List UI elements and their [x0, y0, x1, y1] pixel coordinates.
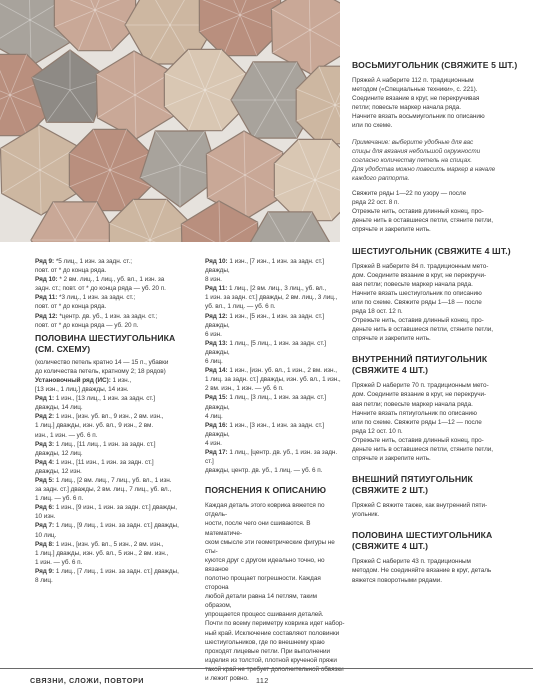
half-hexagon-text	[352, 557, 520, 584]
row-instruction: повт. от * до конца ряда.	[35, 267, 107, 275]
note-line: Для удобства можно повесить маркер в начале	[352, 165, 496, 173]
pattern-row-line	[35, 449, 195, 458]
pattern-row-line	[205, 284, 345, 293]
row-label: Ряд 15:	[205, 394, 228, 402]
text-line: или по схеме. Свяжите ряды 1—12 — после	[352, 418, 482, 426]
page-footer	[0, 668, 533, 688]
pattern-row-line	[205, 384, 345, 393]
row-instruction: (количество петель кратно 14 — 15 п., убавки	[35, 358, 169, 366]
text-line: проходят лицевые петли. При выполнении	[205, 647, 331, 655]
row-instruction: *5 лиц., 1 изн. за задн. ст.;	[54, 258, 132, 265]
pattern-row-line	[35, 412, 195, 421]
row-label: Ряд 9:	[35, 567, 55, 575]
row-instruction: 1 изн., [5 изн., 1 изн. за задн. ст.] дважды,	[205, 312, 325, 329]
text-line: Каждая деталь этого коврика вяжется по отдель-	[205, 502, 325, 519]
pattern-row-line	[35, 458, 195, 467]
text-line: изделия из толстой, плотной крученой пряжи	[205, 656, 337, 664]
text-line: куются друг с другом идеально точно, но вязаное	[205, 556, 325, 573]
row-label: Ряд 9:	[35, 258, 55, 265]
text-line: спрячьте и закрепите нить.	[352, 226, 431, 234]
row-label: Ряд 5:	[35, 476, 55, 484]
section-heading-octagon: ВОСЬМИУГОЛЬНИК (СВЯЖИТЕ 5 ШТ.)	[352, 60, 518, 70]
pattern-row-line	[205, 393, 345, 411]
text-line: Соедините вязание в круг, не перекручивая	[352, 95, 480, 103]
octagon-finish-text	[352, 189, 520, 234]
row-instruction: за задн. ст.] дважды, 2 вм. лиц., 7 лиц., уб. вл.,	[35, 486, 172, 494]
text-line: Свяжите ряды 1—22 по узору — после	[352, 190, 467, 198]
text-line: полотно прощает погрешности. Каждая сторона	[205, 575, 321, 592]
row-instruction: 4 изн.	[205, 439, 222, 447]
pattern-row-line	[205, 275, 345, 284]
text-line: Начните вязать шестиугольник по описанию	[352, 289, 482, 297]
text-line: вая петли; повесьте маркер начала ряда.	[352, 280, 473, 288]
pattern-row-line	[35, 266, 195, 275]
pattern-row-line	[35, 512, 195, 521]
section-heading-hexagon: ШЕСТИУГОЛЬНИК (СВЯЖИТЕ 4 ШТ.)	[352, 245, 511, 256]
text-line: такой край не требует дополнительной обвязки	[205, 665, 344, 673]
row-instruction: дважды, 12 лиц.	[35, 449, 83, 457]
row-instruction: 1 лиц., [9 лиц., 1 изн. за задн. ст.] дважды,	[54, 522, 179, 530]
knitted-rug-photo	[0, 0, 340, 242]
pattern-row-line	[35, 549, 195, 558]
row-instruction: 6 лиц.	[205, 358, 223, 366]
row-instruction: повт. от * до конца ряда.	[35, 303, 107, 311]
pattern-row-line	[35, 431, 195, 440]
pattern-row-line	[35, 467, 195, 476]
section-heading-half-hexagon: ПОЛОВИНА ШЕСТИУГОЛЬНИКА (СВЯЖИТЕ 4 ШТ.)	[352, 530, 493, 552]
row-instruction: 1 лиц., [3 лиц., 1 изн. за задн. ст.] дважды,	[205, 394, 326, 411]
row-instruction: 10 лиц.	[35, 531, 57, 539]
pattern-row-line	[205, 448, 345, 466]
row-label: Ряд 1:	[35, 395, 55, 403]
row-instruction: 1 изн.,	[110, 376, 132, 384]
row-instruction: 1 изн., [9 изн., 1 изн. за задн. ст.] дважды,	[54, 504, 177, 512]
note-line: спицы для вязания небольшой окружности	[352, 147, 481, 155]
column-right	[352, 60, 520, 585]
pattern-row-line	[35, 257, 195, 266]
pattern-row-line	[35, 302, 195, 311]
pattern-row-line	[205, 293, 345, 302]
text-line: деньте нить в оставшиеся петли, стяните петли,	[352, 217, 494, 225]
pattern-row-line	[35, 558, 195, 567]
pattern-row-line	[205, 339, 345, 357]
pattern-row-line	[205, 330, 345, 339]
text-line: петли; повесьте маркер начала ряда.	[352, 104, 461, 112]
pattern-row-line	[35, 421, 195, 430]
row-instruction: [13 изн., 1 лиц.] дважды, 14 изн.	[35, 386, 129, 394]
row-label: Ряд 12:	[205, 312, 228, 320]
row-instruction: до количества петель, кратному 2; 18 рядов)	[35, 367, 166, 375]
row-instruction: 1 лиц. за задн. ст.] дважды, изн. уб. вл., 1 изн.,	[205, 376, 341, 384]
text-line: вяжется поворотными рядами.	[352, 576, 442, 584]
text-line: ряда 22 ост. 8 п.	[352, 199, 400, 207]
octagon-text	[352, 76, 520, 131]
row-instruction: дважды, 12 изн.	[35, 467, 82, 475]
hexagon-text	[352, 262, 520, 344]
row-instruction: 1 лиц., [2 вм. лиц., 3 лиц., уб. вл.,	[227, 285, 327, 293]
text-line: вая петли; повесьте маркер начала ряда.	[352, 400, 473, 408]
pattern-row-line	[205, 412, 345, 421]
pattern-row-line	[205, 357, 345, 366]
row-label: Ряд 17:	[205, 448, 228, 456]
row-instruction: 10 изн.	[35, 513, 56, 521]
text-line: ности, после чего они сшиваются. В математиче-	[205, 520, 311, 537]
row-label: Ряд 3:	[35, 440, 55, 448]
row-instruction: 1 лиц. — уб. 6 п.	[35, 495, 84, 503]
text-line: спрячьте и закрепите нить.	[352, 335, 431, 343]
pattern-row-line	[35, 440, 195, 449]
text-line: Начните вязать пятиугольник по описанию	[352, 409, 477, 417]
text-line: упрощается процесс сшивания деталей.	[205, 611, 324, 619]
row-instruction: *центр. дв. уб., 1 изн. за задн. ст.;	[57, 312, 158, 320]
row-instruction: 1 изн., [11 изн., 1 изн. за задн. ст.]	[54, 458, 154, 466]
note-text	[352, 138, 520, 183]
pattern-row-line	[205, 439, 345, 448]
row-instruction: 1 изн., [изн. уб. вл., 5 изн., 2 вм. изн.,	[54, 540, 164, 548]
row-instruction: 2 вм. изн., 1 изн. — уб. 6 п.	[205, 385, 284, 393]
column-middle	[205, 257, 345, 683]
pattern-row-line	[205, 466, 345, 475]
row-instruction: 6 изн.	[205, 330, 222, 338]
pattern-row-line	[35, 394, 195, 403]
pattern-row-line	[35, 540, 195, 549]
text-line: Пряжей С наберите 43 п. традиционным	[352, 558, 471, 566]
rows-10-17-block	[205, 257, 345, 475]
pattern-row-line	[35, 367, 195, 376]
inner-pentagon-text	[352, 381, 520, 463]
text-line: ный край. Исключение составляют половинки	[205, 629, 340, 637]
pattern-row-line	[205, 312, 345, 330]
text-line: или по схеме.	[352, 122, 393, 130]
row-instruction: 4 лиц.	[205, 412, 223, 420]
row-instruction: 1 изн., [7 изн., 1 изн. за задн. ст.] дважды,	[205, 258, 325, 275]
text-line: дом. Соедините вязание в круг, не перекручи-	[352, 391, 487, 399]
note-line: каждого раппорта.	[352, 174, 410, 182]
page-number: 112	[256, 676, 269, 685]
row-instruction: дважды, центр. дв. уб., 1 лиц. — уб. 6 п.	[205, 467, 323, 475]
row-instruction: дважды, 14 лиц.	[35, 404, 83, 412]
text-line: Отрежьте нить, оставив длинный конец, про-	[352, 208, 484, 216]
row-instruction: 1 лиц.] дважды, изн. уб. вл., 5 изн., 2 вм. изн.,	[35, 549, 169, 557]
row-label: Ряд 2:	[35, 413, 55, 421]
text-line: любой детали равна 14 петлям, таким образом,	[205, 593, 318, 610]
text-line: дом. Соедините вязание в круг, не перекручи-	[352, 271, 487, 279]
row-label: Ряд 14:	[205, 367, 228, 375]
row-instruction: *3 лиц., 1 изн. за задн. ст.;	[57, 294, 136, 302]
pattern-row-line	[35, 403, 195, 412]
pattern-row-line	[35, 503, 195, 512]
text-line: Отрежьте нить, оставив длинный конец, про-	[352, 317, 484, 325]
notes-text	[205, 501, 345, 683]
section-heading-outer-pentagon: ВНЕШНИЙ ПЯТИУГОЛЬНИК (СВЯЖИТЕ 2 ШТ.)	[352, 474, 473, 496]
row-instruction: 8 изн.	[205, 276, 222, 284]
pattern-row-line	[35, 567, 195, 576]
pattern-row-line	[35, 476, 195, 485]
row-label: Ряд 11:	[35, 294, 58, 302]
text-line: деньте нить в оставшиеся петли, стяните петли,	[352, 446, 494, 453]
text-line: Начните вязать восьмиугольник по описанию	[352, 113, 485, 121]
row-instruction: уб. вл., 1 лиц. — уб. 6 п.	[205, 303, 276, 311]
text-line: методом («Специальные техники», с. 221).	[352, 86, 478, 94]
text-line: Пряжей В наберите 84 п. традиционным мето-	[352, 262, 489, 270]
row-instruction: изн., 1 изн. — уб. 6 п.	[35, 431, 98, 439]
note-line: согласно количеству петель на спицах.	[352, 156, 472, 164]
outer-pentagon-text	[352, 501, 520, 519]
row-label: Ряд 4:	[35, 458, 55, 466]
row-instruction: 1 лиц., [центр. дв. уб., 1 изн. за задн. ст.]	[205, 448, 338, 466]
section-heading-half-hexagon-chart: ПОЛОВИНА ШЕСТИУГОЛЬНИКА (СМ. СХЕМУ)	[35, 332, 176, 354]
row-label: Ряд 11:	[205, 285, 228, 293]
pattern-row-line	[35, 521, 195, 530]
text-line: или по схеме. Свяжите ряды 1—18 — после	[352, 298, 482, 306]
footer-book-title: СВЯЗНИ, СЛОЖИ, ПОВТОРИ	[30, 676, 145, 685]
knitted-rug-image	[0, 0, 340, 242]
text-line: Отрежьте нить, оставив длинный конец, про-	[352, 436, 484, 444]
row-instruction: 1 лиц., [5 лиц., 1 изн. за задн. ст.] дважды,	[205, 339, 326, 356]
row-instruction: 1 изн. — уб. 6 п.	[35, 558, 83, 566]
text-line: Пряжей А наберите 112 п. традиционным	[352, 77, 474, 84]
row-instruction: повт. от * до конца ряда — уб. 20 п.	[35, 321, 139, 329]
row-label: Ряд 6:	[35, 504, 55, 512]
text-line: шестиугольников, где по внешнему краю	[205, 638, 325, 646]
pattern-row-line	[35, 284, 195, 293]
pattern-row-line	[35, 576, 195, 585]
row-label: Ряд 7:	[35, 522, 55, 530]
rows-9-12-block	[35, 257, 195, 330]
row-instruction: 1 изн., [изн. уб. вл., 1 изн., 2 вм. изн.,	[227, 367, 337, 375]
pattern-row-line	[35, 275, 195, 284]
row-instruction: 1 лиц., [11 лиц., 1 изн. за задн. ст.]	[54, 440, 156, 448]
row-label: Ряд 13:	[205, 339, 228, 347]
row-label: Установочный ряд (ИС):	[35, 376, 111, 384]
pattern-row-line	[205, 366, 345, 375]
text-line: ряда 12 ост. 10 п.	[352, 427, 403, 435]
pattern-row-line	[35, 485, 195, 494]
text-line: Пряжей D наберите 70 п. традиционным мето-	[352, 382, 489, 390]
text-line: ряда 18 ост. 12 п.	[352, 307, 403, 315]
half-hexagon-rows-block	[35, 358, 195, 585]
row-instruction: 1 лиц., [7 лиц., 1 изн. за задн. ст.] дважды,	[54, 567, 179, 575]
row-label: Ряд 10:	[205, 258, 228, 265]
column-left	[35, 257, 195, 585]
pattern-row-line	[35, 385, 195, 394]
pattern-row-line	[35, 494, 195, 503]
section-heading-notes: ПОЯСНЕНИЯ К ОПИСАНИЮ	[205, 485, 327, 496]
pattern-row-line	[205, 302, 345, 311]
row-instruction: 1 лиц.] дважды, изн. уб. вл., 9 изн., 2 вм.	[35, 422, 154, 430]
text-line: угольник.	[352, 511, 380, 519]
row-instruction: 8 лиц.	[35, 577, 53, 584]
pattern-row-line	[205, 421, 345, 439]
row-instruction: * 2 вм. лиц., 1 лиц., уб. вл., 1 изн. за	[57, 276, 165, 284]
note-line: Примечание: выберите удобные для вас	[352, 138, 474, 146]
row-label: Ряд 8:	[35, 540, 55, 548]
pattern-row-line	[35, 321, 195, 330]
text-line: Почти по всему периметру коврика идет набор-	[205, 620, 345, 628]
row-label: Ряд 16:	[205, 421, 228, 429]
row-label: Ряд 12:	[35, 312, 58, 320]
section-heading-inner-pentagon: ВНУТРЕННИЙ ПЯТИУГОЛЬНИК (СВЯЖИТЕ 4 ШТ.)	[352, 354, 488, 376]
row-instruction: 1 лиц., [2 вм. лиц., 7 лиц., уб. вл., 1 изн.	[54, 476, 172, 484]
pattern-row-line	[205, 375, 345, 384]
pattern-row-line	[205, 257, 345, 275]
text-line: спрячьте и закрепите нить.	[352, 455, 431, 463]
row-instruction: 1 изн., [изн. уб. вл., 9 изн., 2 вм. изн.,	[54, 413, 164, 421]
pattern-row-line	[35, 358, 195, 367]
pattern-row-line	[35, 376, 195, 385]
pattern-row-line	[35, 312, 195, 321]
row-instruction: задн. ст.; повт. от * до конца ряда — уб. 20 п.	[35, 285, 166, 293]
row-instruction: 1 изн., [13 лиц., 1 изн. за задн. ст.]	[54, 395, 156, 403]
text-line: деньте нить в оставшиеся петли, стяните петли,	[352, 326, 494, 334]
pattern-row-line	[35, 293, 195, 302]
row-instruction: 1 изн., [3 изн., 1 изн. за задн. ст.] дважды,	[205, 421, 325, 438]
text-line: и лежит ровно.	[205, 675, 249, 683]
text-line: методом. Не соединяйте вязание в круг, деталь	[352, 567, 492, 575]
row-label: Ряд 10:	[35, 276, 58, 284]
text-line: Пряжей С вяжите также, как внутренний пяти-	[352, 502, 488, 510]
text-line: ском смысле эти геометрические фигуры не сты-	[205, 538, 335, 555]
pattern-row-line	[35, 531, 195, 540]
row-instruction: 1 изн. за задн. ст.] дважды, 2 вм. лиц., 3 лиц.,	[205, 294, 338, 302]
